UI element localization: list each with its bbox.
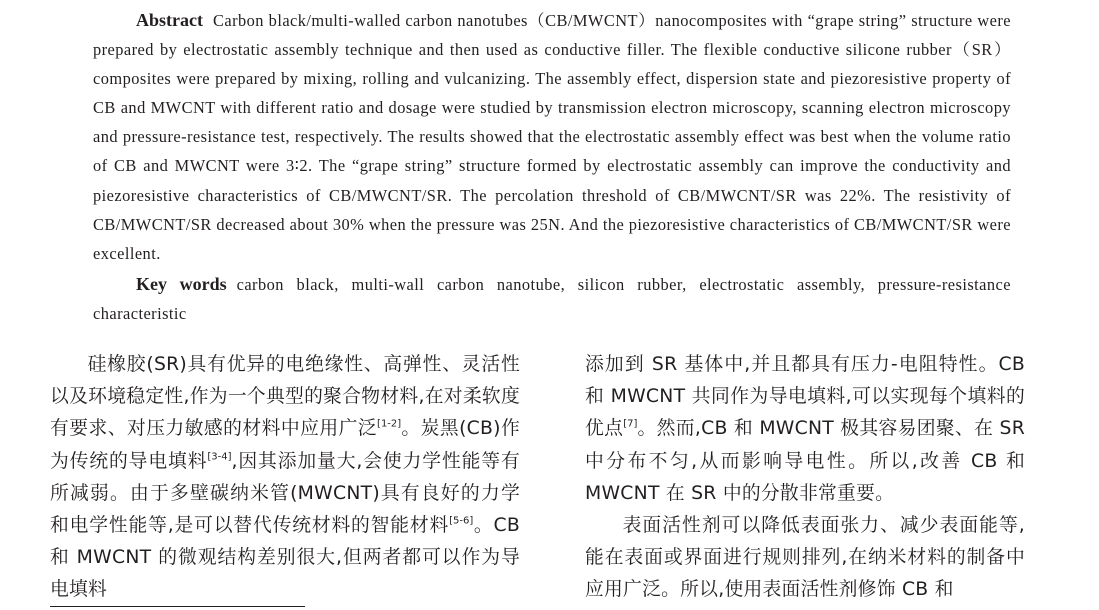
footnote-divider — [50, 606, 305, 607]
abstract-text: Carbon black/multi-walled carbon nanotubes（CB/MWCNT）nanocomposites with “grape string” structure were prepared by electrostatic assembly technique and then used as conductive filler. The flexible conductive silicone rubber（SR）composites were prepared by mixing, rolling and vulcanizing. The assembly effect, dispersion state and piezoresistive property of CB and MWCNT with different ratio and dosage were studied by transmission electron microscopy, scanning electron microscopy and pressure-resistance test, respectively. The results showed that the electrostatic assembly effect was best when the volume ratio of CB and MWCNT were 3∶2. The “grape string” structure formed by electrostatic assembly can improve the conductivity and piezoresistive characteristics of CB/MWCNT/SR. The percolation threshold of CB/MWCNT/SR was 22%. The resistivity of CB/MWCNT/SR decreased about 30% when the pressure was 25N. And the piezoresistive characteristics of CB/MWCNT/SR were excellent. — [93, 11, 1011, 263]
body-column-right — [585, 349, 1025, 607]
abstract-label: Abstract — [136, 10, 203, 30]
body-paragraph — [50, 349, 520, 607]
body-paragraph: 表面活性剂可以降低表面张力、减少表面能等,能在表面或界面进行规则排列,在纳米材料的制备中应用广泛。所以,使用表面活性剂修饰 CB 和 — [585, 515, 1025, 601]
keywords-paragraph — [93, 270, 1011, 328]
body-text: 。炭黑(CB)作为传统的导电填料 — [50, 418, 520, 472]
keywords-label: Key words — [136, 273, 227, 294]
abstract-paragraph — [93, 6, 1011, 268]
body-text: ,因其添加量大,会使力学性能等有所减弱。由于多壁碳纳米管(MWCNT)具有良好的力学和电学性能等,是可以替代传统材料的智能材料 — [50, 450, 520, 537]
body-paragraph — [585, 349, 1025, 510]
citation-ref[interactable]: [1-2] — [377, 419, 402, 431]
citation-ref[interactable]: [7] — [623, 419, 638, 431]
keywords-text: carbon black, multi-wall carbon nanotube, silicon rubber, electrostatic assembly, pressure-resistance characteristic — [93, 274, 1011, 323]
body-text: 。CB 和 MWCNT 的微观结构差别很大,但两者都可以作为导电填料 — [50, 515, 520, 601]
body-text: 添加到 SR 基体中,并且都具有压力-电阻特性。CB 和 MWCNT 共同作为导电填料,可以实现每个填料的优点 — [585, 354, 1025, 440]
english-abstract — [93, 6, 1011, 328]
body-column-left — [50, 349, 520, 607]
citation-ref[interactable]: [3-4] — [207, 451, 232, 463]
citation-ref[interactable]: [5-6] — [449, 515, 474, 527]
body-text: 。然而,CB 和 MWCNT 极其容易团聚、在 SR 中分布不匀,从而影响导电性。所以,改善 CB 和 MWCNT 在 SR 中的分散非常重要。 — [585, 418, 1026, 504]
body-text: 硅橡胶(SR)具有优异的电绝缘性、高弹性、灵活性以及环境稳定性,作为一个典型的聚合物材料,在对柔软度有要求、对压力敏感的材料中应用广泛 — [50, 354, 520, 440]
